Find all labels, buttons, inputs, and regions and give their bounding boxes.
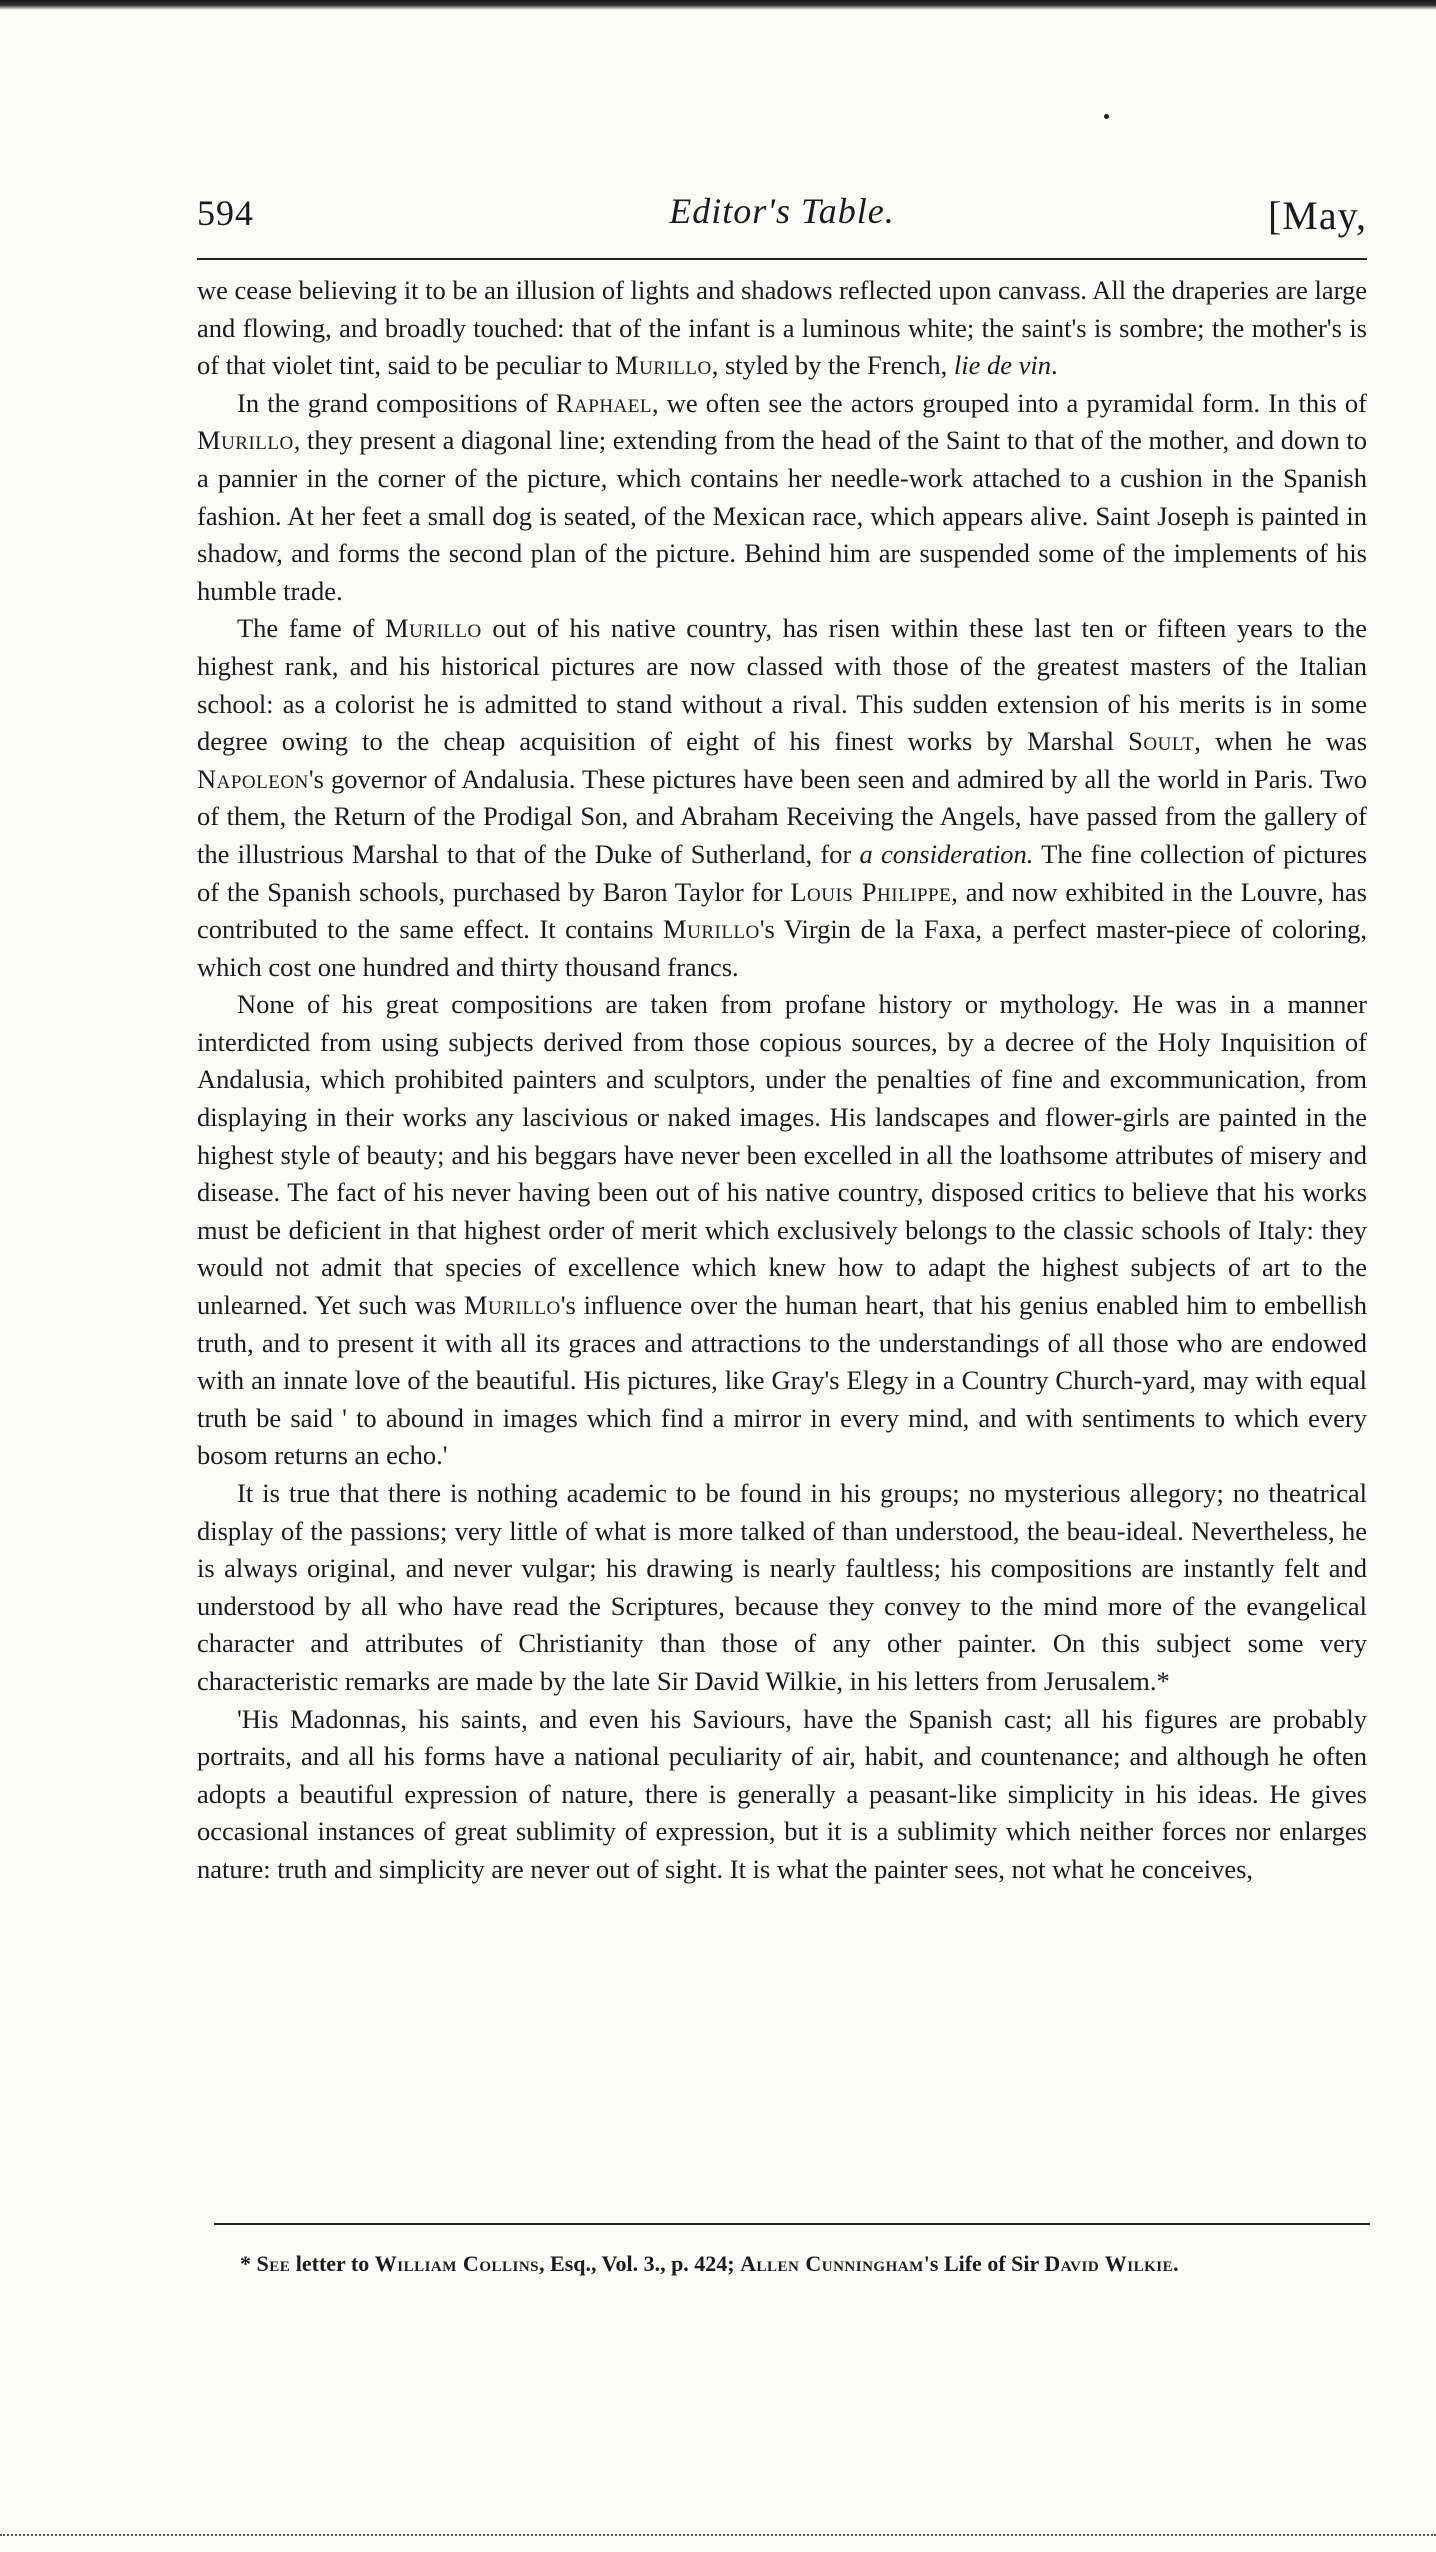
paragraph [197,1475,1367,1701]
text-run: . [1051,350,1058,381]
small-caps-name: Murillo [663,914,760,945]
small-caps-name: Murillo [197,425,294,456]
running-title: Editor's Table. [669,191,895,231]
text-run: , Esq., Vol. 3., p. 424; [539,2251,741,2276]
small-caps-name: Raphael [555,387,652,418]
small-caps-name: Murillo [385,613,482,644]
small-caps-name: David Wilkie [1044,2251,1174,2276]
text-run: , we often see the actors grouped into a pyramidal form. In this of [651,387,1367,418]
small-caps-name: William Collins [374,2251,540,2276]
paragraph [197,1701,1367,1889]
paragraph [197,610,1367,986]
paragraph [197,385,1367,611]
small-caps-name: Louis Philippe [790,876,952,907]
footnote [214,2248,1370,2279]
text-run: 's influence over the human heart, that his genius enabled him to embellish truth, and to present it with all its graces and attractions to the understandings of all those who are endowed with an innate love of the beautiful. His pictures, like Gray's Elegy in a Country Church-yard, may with equal truth be said ' to abound in images which find a mirror in every mind, and with sentiments to which every bosom returns an echo.' [197,1290,1368,1471]
footnote-rule [214,2223,1370,2225]
small-caps-name: Murillo [615,350,712,381]
text-run: * [240,2251,257,2276]
header-rule [197,258,1367,260]
italic-phrase: a consideration. [859,838,1034,869]
small-caps-name: Napoleon [197,763,309,794]
text-run: , and now exhibited in the Louvre, has contributed to the same effect. It contains [197,876,1367,945]
section-date: [May, [1267,193,1367,238]
text-run: letter to [290,2251,375,2276]
text-run: , when he was [1194,726,1368,757]
text-run: out of his native country, has risen within these last ten or fifteen years to the highest rank, and his historical pictures are now classed with those of the greatest masters of the Italian school: as a colorist he is admitted to stand without a rival. This sudden extension of his merits is in some degree owing to the cheap acquisition of eight of his finest works by Marshal [197,613,1367,757]
page-number: 594 [197,193,254,233]
text-run: The fine collection of pictures of the Spanish schools, purchased by Baron Taylor for [197,838,1367,907]
text-run: , they present a diagonal line; extending from the head of the Saint to that of the mother, and down to a pannier in the corner of the picture, which contains her needle-work attached to a cushion in the Spanish fashion. At her feet a small dog is seated, of the Mexican race, which appears alive. Saint Joseph is painted in shadow, and forms the second plan of the picture. Behind him are suspended some of the implements of his humble trade. [197,425,1367,606]
article-body [197,272,1367,1889]
small-caps-name: Murillo [463,1290,561,1321]
scan-speck [1104,114,1109,119]
small-caps-name: See [256,2251,291,2276]
italic-phrase: lie de vin [953,350,1051,381]
scan-edge-top [0,0,1436,10]
scan-edge-bottom [0,2534,1436,2552]
small-caps-name: Allen Cunningham [740,2251,924,2276]
small-caps-name: Soult [1128,726,1195,757]
text-run: 's Life of Sir [923,2251,1045,2276]
text-run: It is true that there is nothing academic to be found in his groups; no mysterious allegory; no theatrical display of the passions; very little of what is more talked of than understood, the beau-ideal. Nevertheless, he is always original, and never vulgar; his drawing is nearly faultless; his compositions are instantly felt and understood by all who have read the Scriptures, because they convey to the mind more of the evangelical character and attributes of Christianity than those of any other painter. On this subject some very characteristic remarks are made by the late Sir David Wilkie, in his letters from Jerusalem.* [197,1478,1367,1696]
page-header [197,188,1367,248]
text-run: None of his great compositions are taken from profane history or mythology. He was in a manner interdicted from using subjects derived from those copious sources, by a decree of the Holy Inquisition of Andalusia, which prohibited painters and sculptors, under the penalties of fine and excommunication, from displaying in their works any lascivious or naked images. His landscapes and flower-girls are painted in the highest style of beauty; and his beggars have never been excelled in all the loathsome attributes of misery and disease. The fact of his never having been out of his native country, disposed critics to believe that his works must be deficient in that highest order of merit which exclusively belongs to the classic schools of Italy: they would not admit that species of excellence which knew how to adapt the highest subjects of art to the unlearned. Yet such was [197,989,1367,1321]
text-run: . [1173,2251,1179,2276]
text-run: The fame of [237,613,386,644]
paragraph [197,986,1367,1475]
paragraph [197,272,1367,385]
text-run: , styled by the French, [711,350,954,381]
text-run: we cease believing it to be an illusion of lights and shadows reflected upon canvass. All the draperies are large and flowing, and broadly touched: that of the infant is a luminous white; the saint's is sombre; the mother's is of that violet tint, said to be peculiar to [197,275,1367,381]
text-run: 'His Madonnas, his saints, and even his Saviours, have the Spanish cast; all his figures are probably portraits, and all his forms have a national peculiarity of air, habit, and countenance; and although he often adopts a beautiful expression of nature, there is generally a peasant-like simplicity in his ideas. He gives occasional instances of great sublimity of expression, but it is a sublimity which neither forces nor enlarges nature: truth and simplicity are never out of sight. It is what the painter sees, not what he conceives, [197,1703,1367,1884]
text-run: 's Virgin de la Faxa, a perfect master-piece of coloring, which cost one hundred and thirty thousand francs. [197,914,1367,982]
text-run: In the grand compositions of [237,387,556,418]
text-run: 's governor of Andalusia. These pictures have been seen and admired by all the world in Paris. Two of them, the Return of the Prodigal Son, and Abraham Receiving the Angels, have passed from the gallery of the illustrious Marshal to that of the Duke of Sutherland, for [197,763,1367,869]
